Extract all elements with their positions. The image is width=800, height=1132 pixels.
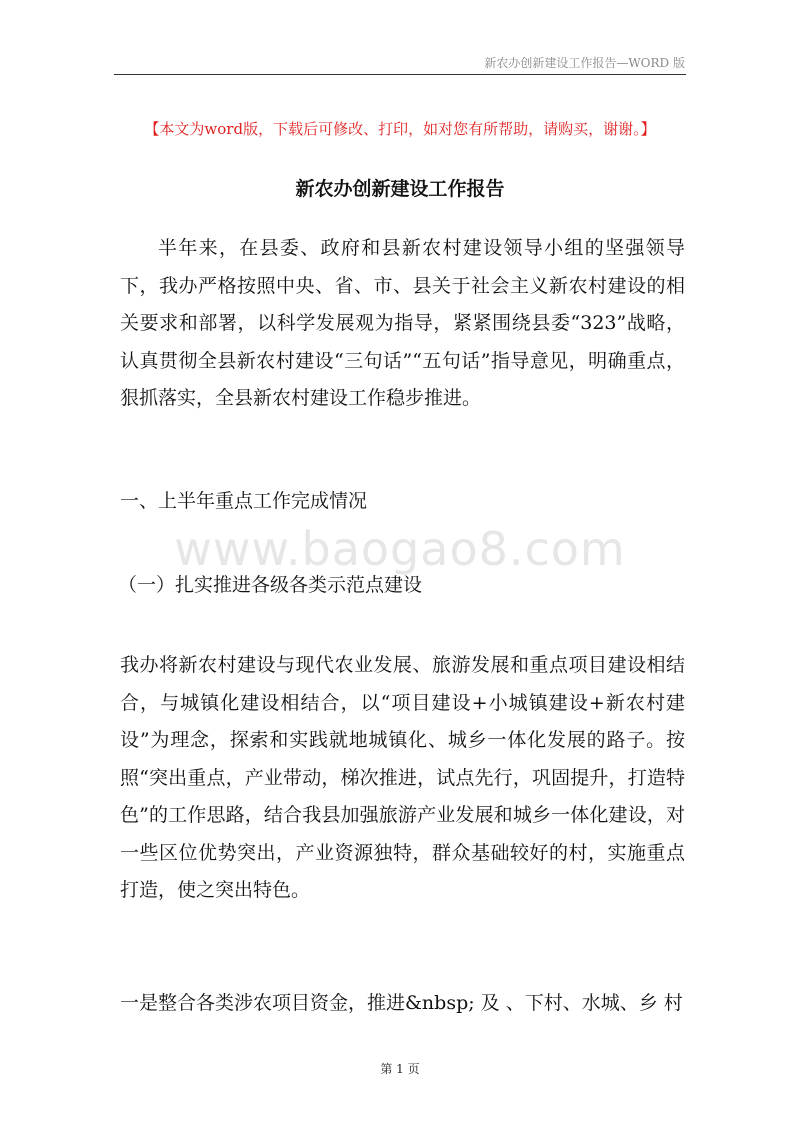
watermark: www.baogao8.com	[174, 522, 626, 576]
section-heading: 一、上半年重点工作完成情况	[120, 490, 368, 512]
intro-paragraph: 半年来，在县委、政府和县新农村建设领导小组的坚强领导下，我办严格按照中央、省、市、县关于社会主义新农村建设的相关要求和部署，以科学发展观为指导，紧紧围绕县委“323”战略，认真贯彻全县新农村建设“三句话”“五句话”指导意见，明确重点，狠抓落实，全县新农村建设工作稳步推进。	[120, 237, 685, 409]
body-paragraph: 我办将新农村建设与现代农业发展、旅游发展和重点项目建设相结合，与城镇化建设相结合，以“项目建设+小城镇建设+新农村建设”为理念，探索和实践就地城镇化、城乡一体化发展的路子。按照“突出重点，产业带动，梯次推进，试点先行，巩固提升，打造特色”的工作思路，结合我县加强旅游产业发展和城乡一体化建设，对一些区位优势突出，产业资源独特，群众基础较好的村，实施重点打造，使之突出特色。	[120, 654, 685, 901]
page-number: 第 1 页	[380, 1062, 420, 1076]
body-paragraph-continued: 一是整合各类涉农项目资金，推进&nbsp; 及 、下村、水城、乡 村	[120, 992, 683, 1014]
running-header: 新农办创新建设工作报告—WORD 版	[484, 56, 685, 70]
document-title: 新农办创新建设工作报告	[295, 178, 505, 200]
subsection-heading: （一）扎实推进各级各类示范点建设	[118, 574, 423, 596]
header-divider	[114, 74, 686, 75]
purchase-notice: 【本文为word版，下载后可修改、打印，如对您有所帮助，请购买，谢谢。】	[144, 120, 656, 138]
